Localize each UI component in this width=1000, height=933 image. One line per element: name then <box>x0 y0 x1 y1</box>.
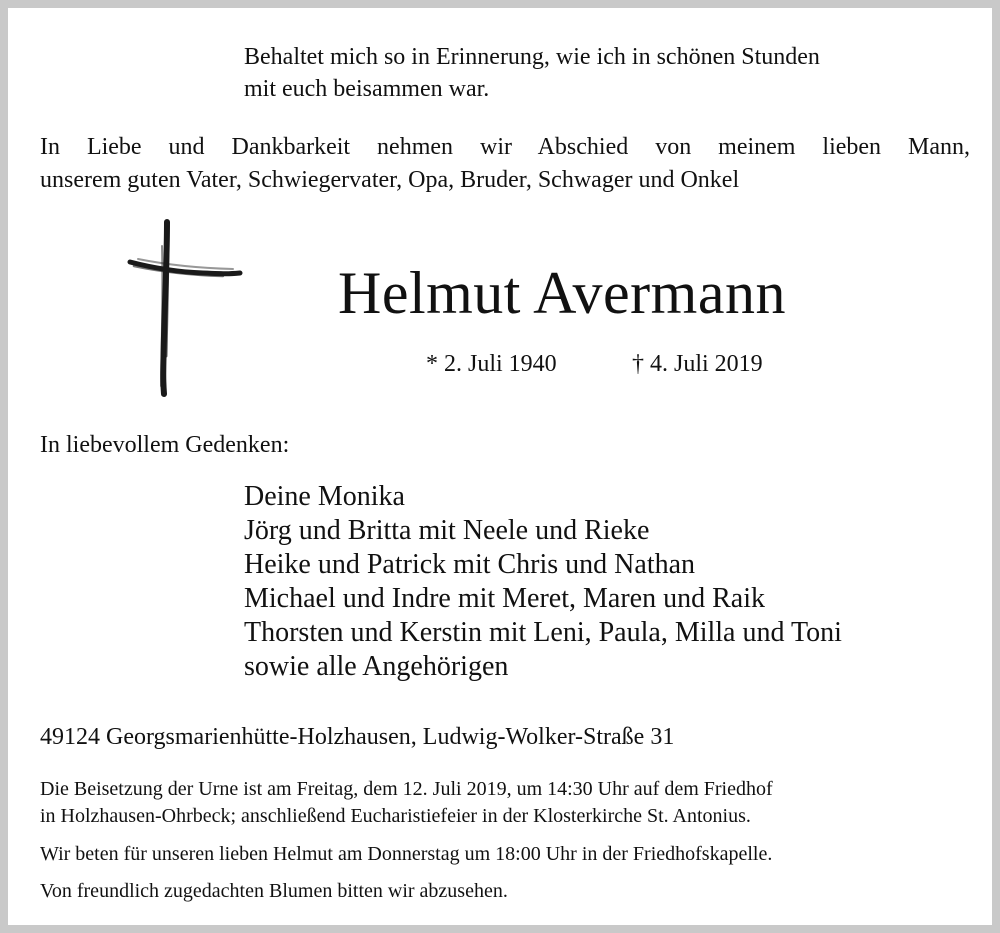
flowers-notice: Von freundlich zugedachten Blumen bitten wir abzusehen. <box>40 880 508 902</box>
deceased-name: Helmut Avermann <box>338 260 786 326</box>
motto-line-2: mit euch beisammen war. <box>244 76 490 102</box>
family-member: Thorsten und Kerstin mit Leni, Paula, Milla und Toni <box>244 617 842 648</box>
death-date: † 4. Juli 2019 <box>632 351 763 377</box>
family-member: sowie alle Angehörigen <box>244 651 509 682</box>
family-member: Michael und Indre mit Meret, Maren und Raik <box>244 583 765 614</box>
family-member: Heike und Patrick mit Chris und Nathan <box>244 549 696 580</box>
intro-line-2: unserem guten Vater, Schwiegervater, Opa, Bruder, Schwager und Onkel <box>40 167 740 193</box>
birth-date: * 2. Juli 1940 <box>426 351 557 377</box>
family-list <box>244 480 842 684</box>
family-member: Jörg und Britta mit Neele und Rieke <box>244 515 650 546</box>
intro-line-1: In Liebe und Dankbarkeit nehmen wir Abschied von meinem lieben Mann, <box>40 134 970 160</box>
burial-notice-line-1: Die Beisetzung der Urne ist am Freitag, dem 12. Juli 2019, um 14:30 Uhr auf dem Friedhof <box>40 778 773 800</box>
burial-notice-line-2: in Holzhausen-Ohrbeck; anschließend Eucharistiefeier in der Klosterkirche St. Antonius. <box>40 805 751 827</box>
cross-icon <box>118 216 248 401</box>
gedenken-label: In liebevollem Gedenken: <box>40 432 290 458</box>
family-member: Deine Monika <box>244 481 405 512</box>
motto-line-1: Behaltet mich so in Erinnerung, wie ich in schönen Stunden <box>244 44 820 70</box>
prayer-notice: Wir beten für unseren lieben Helmut am Donnerstag um 18:00 Uhr in der Friedhofskapelle. <box>40 843 773 865</box>
address: 49124 Georgsmarienhütte-Holzhausen, Ludwig-Wolker-Straße 31 <box>40 724 675 750</box>
